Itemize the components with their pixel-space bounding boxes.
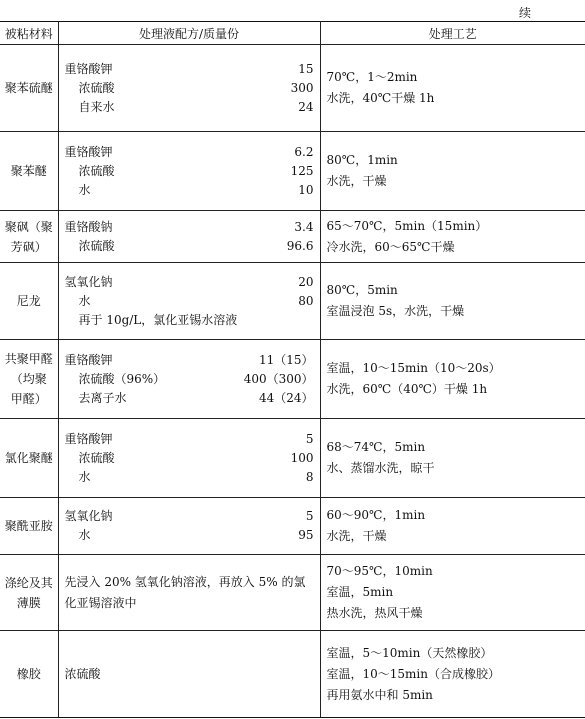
ingredient-qty: 44（24） bbox=[258, 390, 314, 405]
ingredient-qty: 3.4 bbox=[294, 219, 314, 234]
ingredient-name: 浓硫酸 bbox=[78, 450, 115, 465]
ingredient-name: 浓硫酸（96%） bbox=[78, 371, 166, 386]
ingredient-name: 重铬酸钾 bbox=[64, 431, 113, 446]
process-line: 室温浸泡 5s，水洗，干燥 bbox=[326, 304, 465, 318]
process-line: 水洗，40℃干燥 1h bbox=[326, 91, 435, 105]
process-cell bbox=[320, 419, 585, 498]
material-line: 甲醛） bbox=[10, 392, 47, 406]
material-line: 薄膜 bbox=[16, 595, 41, 610]
process-cell bbox=[320, 555, 585, 631]
adhesive-treatment-table bbox=[0, 21, 585, 718]
ingredient-qty: 300 bbox=[290, 80, 314, 95]
material-cell bbox=[0, 45, 58, 132]
material-line: 橡胶 bbox=[16, 667, 41, 681]
ingredient-name: 水 bbox=[78, 293, 91, 308]
formula-text: 先浸入 20% 氢氧化钠溶液，再放入 5% 的氯化亚锡溶液中 bbox=[64, 574, 306, 610]
ingredient-qty: 8 bbox=[305, 469, 314, 484]
ingredient-name: 再于 10g/L，氯化亚锡水溶液 bbox=[78, 312, 238, 327]
header-process: 处理工艺 bbox=[320, 22, 585, 45]
ingredient-name: 氢氧化钠 bbox=[64, 274, 113, 289]
material-line: 涤纶及其 bbox=[4, 575, 53, 590]
material-cell bbox=[0, 211, 58, 263]
table-row bbox=[0, 132, 585, 211]
material-cell bbox=[0, 498, 58, 555]
header-formula: 处理液配方/质量份 bbox=[58, 22, 320, 45]
process-cell bbox=[320, 45, 585, 132]
process-line: 68～74℃，5min bbox=[326, 440, 426, 454]
process-line: 65～70℃，5min（15min） bbox=[326, 218, 488, 233]
table-row bbox=[0, 498, 585, 555]
process-line: 水洗，干燥 bbox=[326, 529, 387, 543]
ingredient-qty: 24 bbox=[298, 99, 314, 114]
process-line: 再用氨水中和 5min bbox=[326, 687, 433, 702]
table-row bbox=[0, 263, 585, 340]
ingredient-qty: 80 bbox=[298, 293, 314, 308]
process-line: 室温，5min bbox=[326, 585, 394, 599]
table-row bbox=[0, 555, 585, 631]
header-material: 被粘材料 bbox=[0, 22, 58, 45]
ingredient-qty: 125 bbox=[290, 163, 314, 178]
process-line: 60～90℃，1min bbox=[326, 508, 426, 522]
formula-cell bbox=[58, 498, 320, 555]
material-cell bbox=[0, 263, 58, 340]
process-line: 热水洗，热风干燥 bbox=[326, 606, 423, 620]
ingredient-name: 重铬酸钠 bbox=[64, 219, 113, 234]
ingredient-qty: 95 bbox=[298, 528, 314, 542]
material-cell bbox=[0, 555, 58, 631]
table-row bbox=[0, 419, 585, 498]
table-row bbox=[0, 340, 585, 419]
formula-cell bbox=[58, 419, 320, 498]
process-cell bbox=[320, 263, 585, 340]
process-cell bbox=[320, 132, 585, 211]
process-cell bbox=[320, 211, 585, 263]
process-line: 80℃，5min bbox=[326, 283, 398, 297]
ingredient-name: 水 bbox=[78, 182, 91, 197]
ingredient-name: 浓硫酸 bbox=[78, 238, 115, 253]
formula-cell bbox=[58, 211, 320, 263]
process-line: 水洗，60℃（40℃）干燥 1h bbox=[326, 382, 488, 396]
ingredient-qty: 100 bbox=[290, 450, 314, 465]
ingredient-name: 水 bbox=[78, 528, 91, 542]
ingredient-name: 重铬酸钾 bbox=[64, 352, 113, 367]
ingredient-qty: 5 bbox=[305, 509, 314, 523]
ingredient-name: 浓硫酸 bbox=[78, 163, 115, 178]
table-row bbox=[0, 211, 585, 263]
material-cell bbox=[0, 631, 58, 718]
formula-cell bbox=[58, 45, 320, 132]
formula-cell bbox=[58, 132, 320, 211]
ingredient-qty: 96.6 bbox=[286, 238, 314, 253]
material-line: 氯化聚醚 bbox=[4, 451, 53, 465]
ingredient-name: 水 bbox=[78, 469, 91, 484]
table-header-row bbox=[0, 22, 585, 45]
ingredient-qty: 6.2 bbox=[294, 144, 314, 159]
material-cell bbox=[0, 340, 58, 419]
process-line: 70℃，1～2min bbox=[326, 70, 418, 84]
table-row bbox=[0, 631, 585, 718]
material-line: 聚苯硫醚 bbox=[4, 81, 53, 95]
ingredient-qty: 15 bbox=[298, 61, 314, 76]
formula-cell bbox=[58, 263, 320, 340]
material-cell bbox=[0, 132, 58, 211]
ingredient-name: 浓硫酸 bbox=[78, 80, 115, 95]
material-line: 聚砜（聚 bbox=[4, 219, 53, 234]
ingredient-name: 自来水 bbox=[78, 99, 115, 114]
ingredient-name: 重铬酸钾 bbox=[64, 61, 113, 76]
ingredient-qty: 10 bbox=[298, 182, 314, 197]
ingredient-qty: 400（300） bbox=[243, 371, 314, 386]
process-line: 水洗，干燥 bbox=[326, 174, 387, 188]
material-line: 共聚甲醛 bbox=[4, 352, 53, 366]
process-line: 80℃，1min bbox=[326, 153, 398, 167]
process-line: 室温，5～10min（天然橡胶） bbox=[326, 645, 493, 660]
formula-text: 浓硫酸 bbox=[64, 666, 101, 681]
process-line: 冷水洗，60～65℃干燥 bbox=[326, 239, 455, 254]
ingredient-qty: 5 bbox=[305, 431, 314, 446]
process-cell bbox=[320, 340, 585, 419]
material-line: 芳砜） bbox=[10, 239, 47, 254]
formula-cell bbox=[58, 340, 320, 419]
process-line: 水、蒸馏水洗，晾干 bbox=[326, 461, 435, 475]
material-line: 聚酰亚胺 bbox=[4, 519, 53, 533]
material-line: 聚苯醚 bbox=[10, 164, 47, 178]
ingredient-qty: 20 bbox=[298, 274, 314, 289]
ingredient-name: 氢氧化钠 bbox=[64, 509, 113, 523]
formula-cell bbox=[58, 555, 320, 631]
process-line: 室温，10～15min（10～20s） bbox=[326, 361, 501, 375]
process-cell bbox=[320, 498, 585, 555]
table-row bbox=[0, 45, 585, 132]
process-cell bbox=[320, 631, 585, 718]
ingredient-name: 去离子水 bbox=[78, 390, 127, 405]
material-line: 尼龙 bbox=[16, 294, 41, 308]
material-line: （均聚 bbox=[10, 372, 47, 386]
ingredient-name: 重铬酸钾 bbox=[64, 144, 113, 159]
process-line: 室温，10～15min（合成橡胶） bbox=[326, 666, 500, 681]
process-line: 70～95℃，10min bbox=[326, 564, 433, 578]
formula-cell bbox=[58, 631, 320, 718]
ingredient-qty: 11（15） bbox=[258, 352, 314, 367]
material-cell bbox=[0, 419, 58, 498]
continued-label: 续 bbox=[518, 6, 531, 20]
